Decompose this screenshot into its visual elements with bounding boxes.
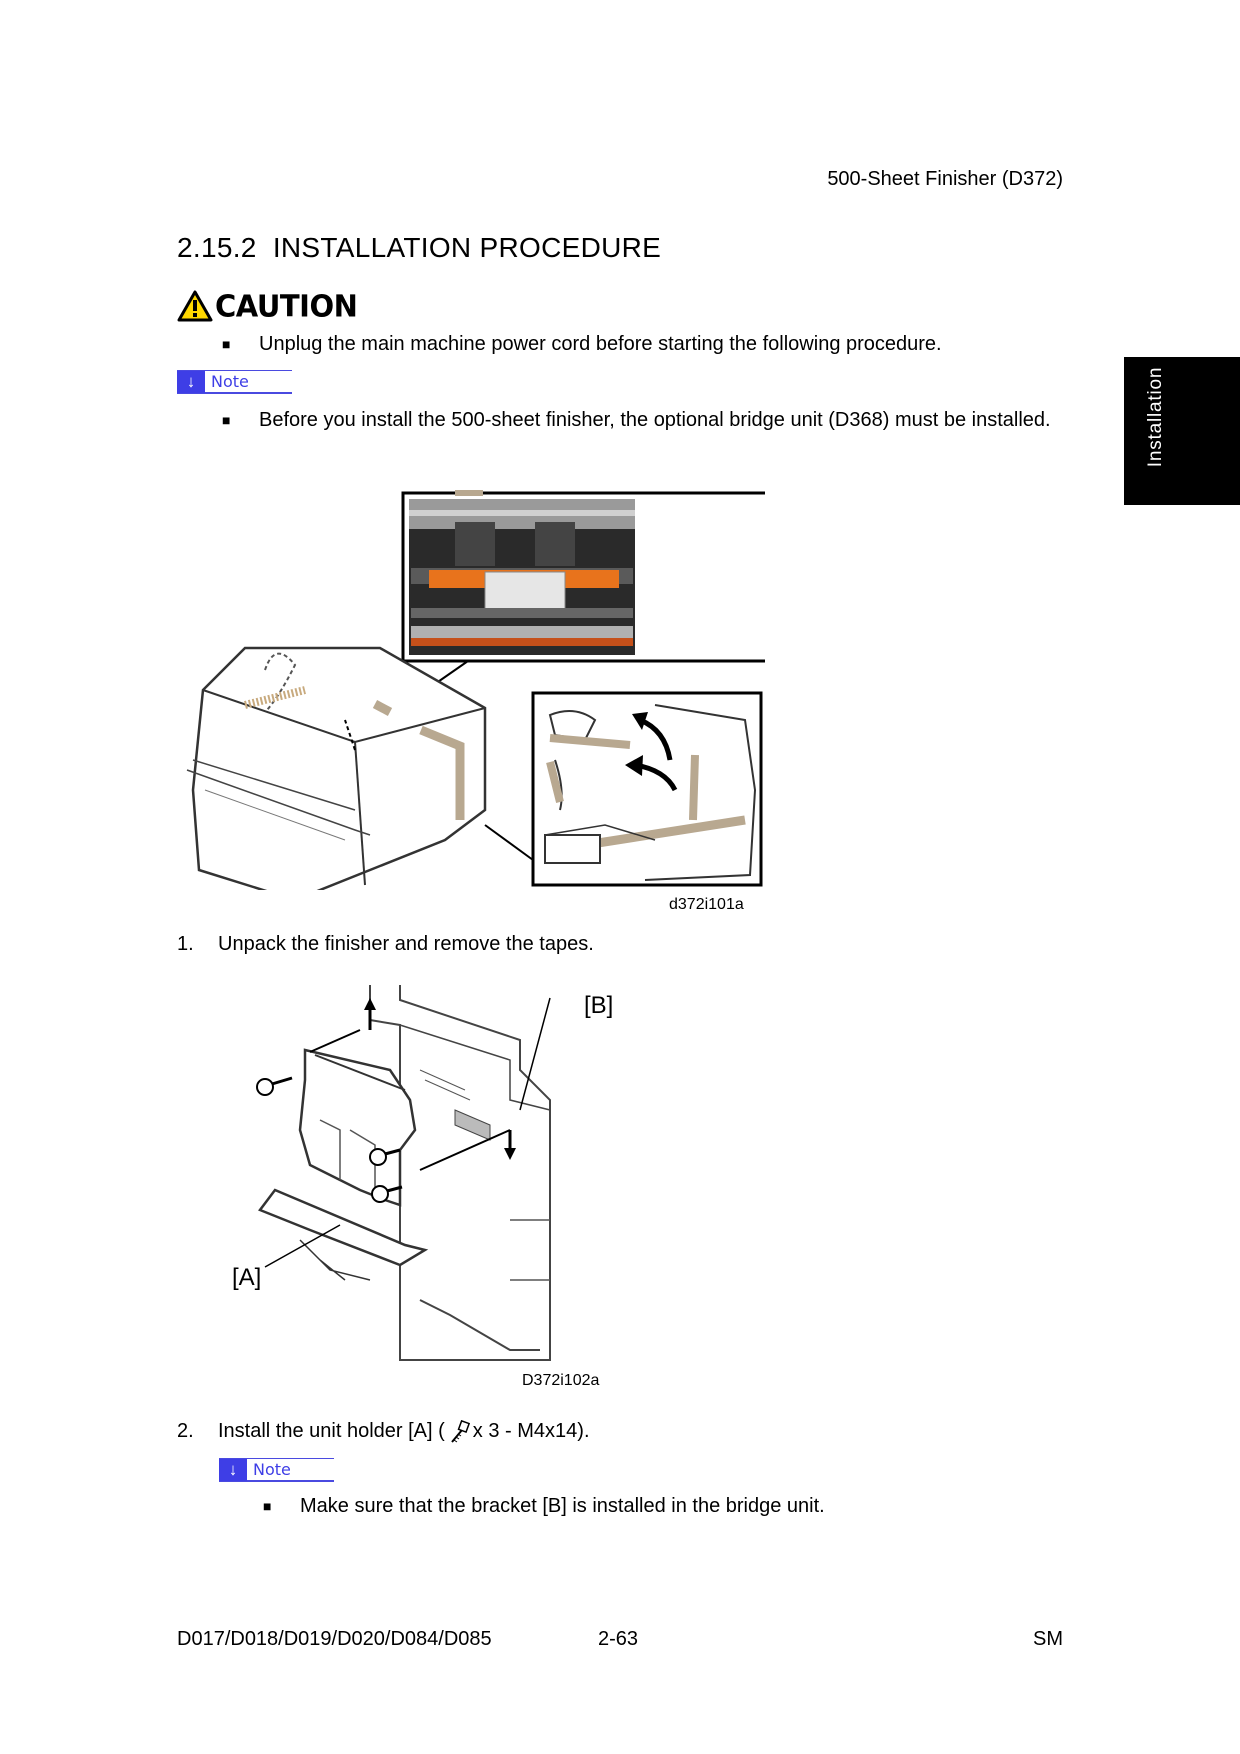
warning-icon (177, 290, 213, 322)
finisher-unpack-illustration (185, 490, 765, 890)
note-heading (219, 1458, 334, 1482)
unit-holder-illustration (220, 980, 620, 1380)
section-title (177, 232, 661, 264)
side-tab-label: Installation (1145, 366, 1166, 468)
label-b: [B] (584, 992, 614, 1019)
section-title-text: INSTALLATION PROCEDURE (272, 232, 662, 263)
bullet-icon: ■ (222, 412, 231, 428)
section-number: 2.15.2 (177, 232, 257, 263)
label-a: [A] (232, 1264, 262, 1291)
step-text-end: x 3 - M4x14). (472, 1420, 590, 1442)
note-label: Note (211, 372, 249, 391)
screw-icon (448, 1420, 470, 1444)
step-number: 2. (177, 1420, 194, 1442)
note-label: Note (253, 1460, 291, 1479)
bullet-icon: ■ (222, 336, 231, 352)
caution-label: CAUTION (215, 288, 358, 324)
footer-manual-code: SM (1033, 1628, 1063, 1650)
down-arrow-icon: ↓ (177, 371, 205, 393)
caution-heading (177, 288, 357, 324)
figure-1-caption: d372i101a (669, 896, 744, 913)
screw-icon (257, 1078, 292, 1095)
step-2 (177, 1420, 590, 1444)
footer-models: D017/D018/D019/D020/D084/D085 (177, 1628, 492, 1650)
step-text: Unpack the finisher and remove the tapes. (218, 933, 594, 955)
note-item (263, 1488, 825, 1525)
down-arrow-icon: ↓ (219, 1459, 247, 1481)
running-header: 500-Sheet Finisher (D372) (827, 168, 1063, 190)
caution-item (222, 326, 942, 363)
note-item-text: Before you install the 500-sheet finisher, the optional bridge unit (D368) must be installed. (259, 409, 1051, 431)
note-item (222, 402, 1052, 439)
footer-page-number: 2-63 (598, 1628, 639, 1650)
step-text-start: Install the unit holder [A] ( (218, 1420, 445, 1442)
step-number: 1. (177, 933, 194, 955)
caution-item-text: Unplug the main machine power cord before starting the following procedure. (259, 333, 942, 355)
note-item-text: Make sure that the bracket [B] is installed in the bridge unit. (300, 1495, 825, 1517)
figure-2-caption: D372i102a (522, 1372, 600, 1389)
note-heading (177, 370, 292, 394)
section-side-tab (1124, 357, 1240, 505)
step-1 (177, 933, 594, 956)
bullet-icon: ■ (263, 1498, 272, 1514)
